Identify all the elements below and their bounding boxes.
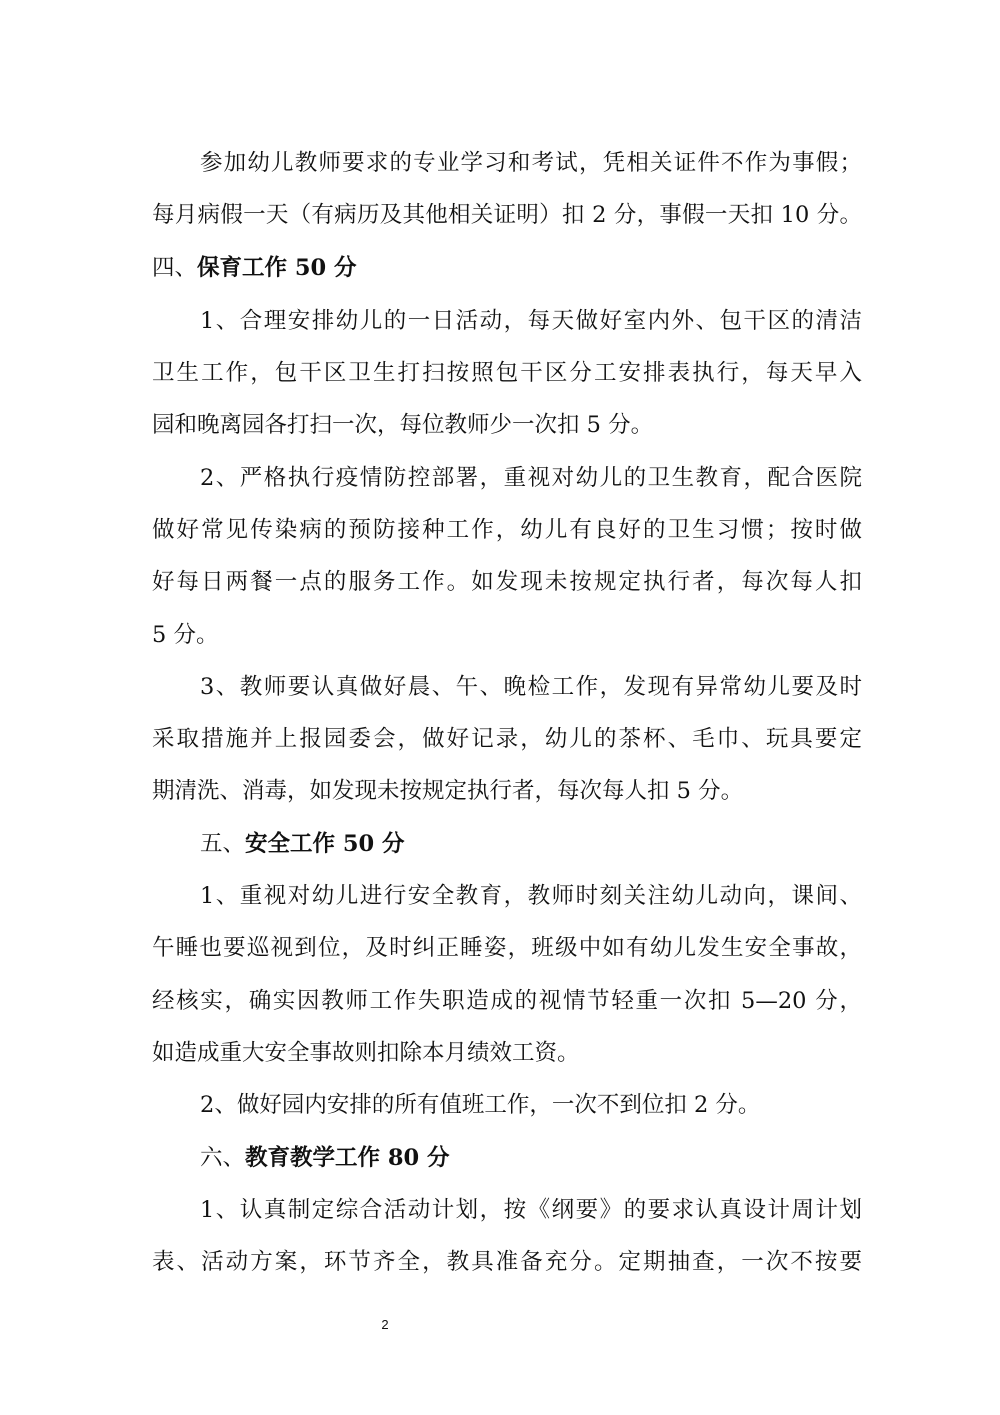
paragraph-line: 参加幼儿教师要求的专业学习和考试，凭相关证件不作为事假；: [200, 150, 862, 176]
paragraph-line: 2、做好园内安排的所有值班工作，一次不到位扣 2 分。: [200, 1092, 761, 1118]
paragraph-line: 5 分。: [152, 622, 219, 648]
heading-number: 四、: [152, 255, 198, 281]
paragraph-line: 午睡也要巡视到位，及时纠正睡姿，班级中如有幼儿发生安全事故，: [152, 935, 862, 961]
paragraph-line: 卫生工作，包干区卫生打扫按照包干区分工安排表执行，每天早入: [152, 360, 862, 386]
heading-number: 六、: [200, 1145, 246, 1171]
section-heading-four: [152, 253, 862, 283]
paragraph-line: 1、合理安排幼儿的一日活动，每天做好室内外、包干区的清洁: [200, 308, 862, 334]
paragraph-line: 期清洗、消毒，如发现未按规定执行者，每次每人扣 5 分。: [152, 778, 744, 804]
paragraph-line: 每月病假一天（有病历及其他相关证明）扣 2 分，事假一天扣 10 分。: [152, 202, 862, 228]
paragraph-line: 经核实，确实因教师工作失职造成的视情节轻重一次扣 5—20 分，: [152, 988, 862, 1014]
paragraph-line: 好每日两餐一点的服务工作。如发现未按规定执行者，每次每人扣: [152, 569, 862, 595]
heading-title: 保育工作 50 分: [197, 255, 357, 281]
paragraph-line: 表、活动方案，环节齐全，教具准备充分。定期抽查，一次不按要: [152, 1249, 862, 1275]
section-heading-five: [200, 829, 862, 859]
paragraph-line: 园和晚离园各打扫一次，每位教师少一次扣 5 分。: [152, 412, 654, 438]
paragraph-line: 如造成重大安全事故则扣除本月绩效工资。: [152, 1040, 580, 1066]
paragraph-line: 2、严格执行疫情防控部署，重视对幼儿的卫生教育，配合医院: [200, 465, 862, 491]
paragraph-line: 1、重视对幼儿进行安全教育，教师时刻关注幼儿动向，课间、: [200, 883, 862, 909]
heading-title: 教育教学工作 80 分: [245, 1145, 450, 1171]
page-number: 2: [381, 1317, 389, 1332]
section-heading-six: [200, 1143, 862, 1173]
paragraph-line: 1、认真制定综合活动计划，按《纲要》的要求认真设计周计划: [200, 1197, 862, 1223]
paragraph-line: 采取措施并上报园委会，做好记录，幼儿的茶杯、毛巾、玩具要定: [152, 726, 862, 752]
heading-number: 五、: [200, 831, 246, 857]
heading-title: 安全工作 50 分: [245, 831, 405, 857]
paragraph-line: 做好常见传染病的预防接种工作，幼儿有良好的卫生习惯；按时做: [152, 517, 862, 543]
paragraph-line: 3、教师要认真做好晨、午、晚检工作，发现有异常幼儿要及时: [200, 674, 862, 700]
